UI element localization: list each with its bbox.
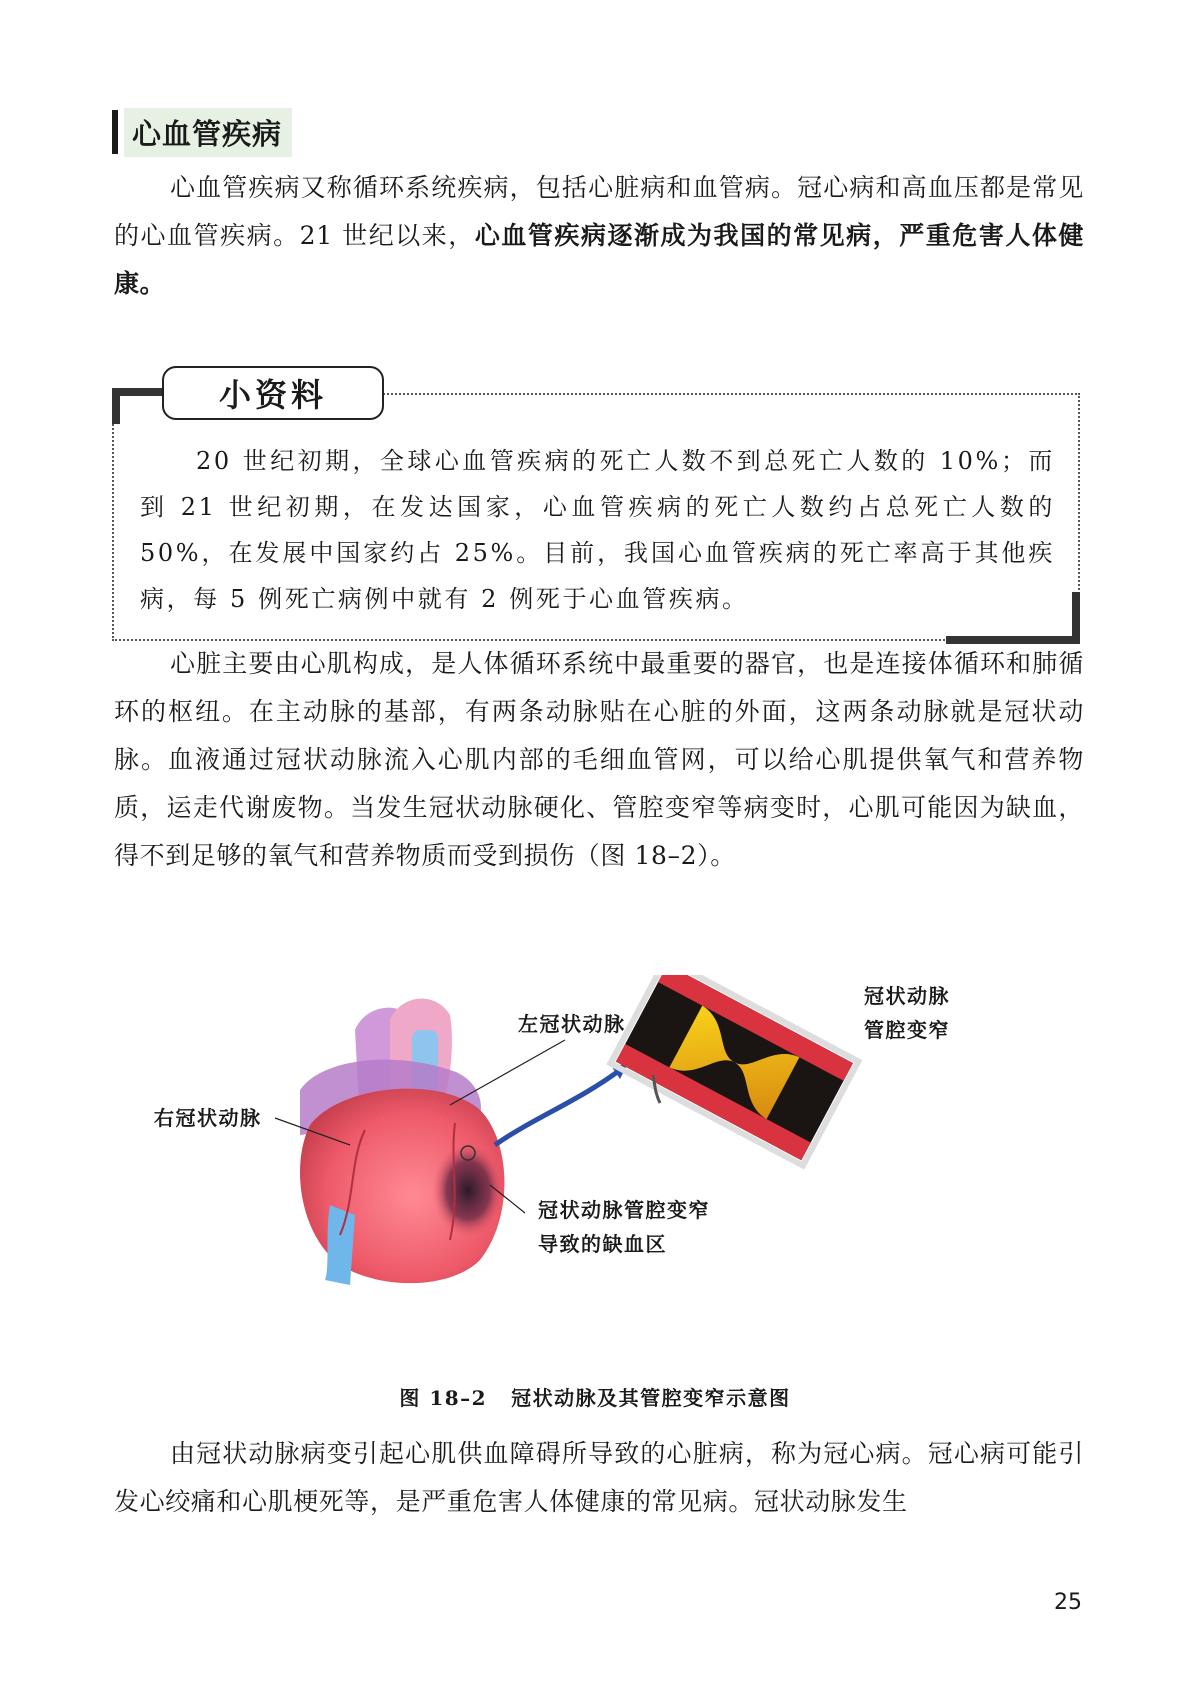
heart-illustration	[300, 999, 504, 1285]
figure-coronary-artery	[150, 975, 1050, 1355]
label-narrowing-line1: 冠状动脉	[864, 984, 950, 1008]
sidebar-corner-top-left	[112, 388, 166, 424]
magnify-arrow	[495, 1070, 620, 1145]
paragraph-intro	[114, 164, 1084, 308]
paragraph-intro-bold: 心血管疾病逐渐成为我国的常见病，严重危害人体健康。	[114, 221, 1084, 298]
sidebar-text: 20 世纪初期，全球心血管疾病的死亡人数不到总死亡人数的 10%；而到 21 世纪初期，在发达国家，心血管疾病的死亡人数约占总死亡人数的 50%，在发展中国家约占 25%。目前，我国心血管疾病的死亡率高于其他疾病，每 5 例死亡病例中就有 2 例死于心血管疾病。	[140, 447, 1055, 613]
heading-bar	[112, 110, 118, 154]
figure-caption-number: 图 18–2	[399, 1386, 488, 1410]
label-left-coronary: 左冠状动脉	[518, 1012, 626, 1036]
label-ischemia-line1: 冠状动脉管腔变窄	[538, 1198, 710, 1222]
paragraph-intro-normal: 心血管疾病又称循环系统疾病，包括心脏病和血管病。冠心病和高血压都是常见的心血管疾病。21 世纪以来，	[114, 173, 1084, 250]
page-number: 25	[1054, 1590, 1082, 1615]
label-ischemia-line2: 导致的缺血区	[538, 1232, 667, 1256]
label-narrowing-line2: 管腔变窄	[864, 1018, 950, 1042]
lower-vessel	[325, 1205, 355, 1285]
section-title: 心血管疾病	[124, 108, 292, 157]
label-right-coronary: 右冠状动脉	[154, 1106, 262, 1130]
figure-caption	[0, 1382, 1190, 1411]
paragraph-coronary-disease: 由冠状动脉病变引起心肌供血障碍所导致的心脏病，称为冠心病。冠心病可能引发心绞痛和心肌梗死等，是严重危害人体健康的常见病。冠状动脉发生	[114, 1439, 1084, 1516]
leader-left-coronary	[450, 1040, 565, 1105]
artery-section	[610, 975, 858, 1166]
ischemia-area	[432, 1142, 504, 1238]
label-narrowing	[864, 979, 950, 1047]
sidebar-title: 小资料	[162, 366, 384, 420]
label-ischemia	[538, 1193, 710, 1261]
paragraph-heart: 心脏主要由心肌构成，是人体循环系统中最重要的器官，也是连接体循环和肺循环的枢纽。在主动脉的基部，有两条动脉贴在心脏的外面，这两条动脉就是冠状动脉。血液通过冠状动脉流入心肌内部的毛细血管网，可以给心肌提供氧气和营养物质，运走代谢废物。当发生冠状动脉硬化、管腔变窄等病变时，心肌可能因为缺血，得不到足够的氧气和营养物质而受到损伤（图 18–2）。	[114, 649, 1084, 870]
section-heading	[112, 108, 292, 156]
figure-caption-text: 冠状动脉及其管腔变窄示意图	[511, 1386, 791, 1410]
